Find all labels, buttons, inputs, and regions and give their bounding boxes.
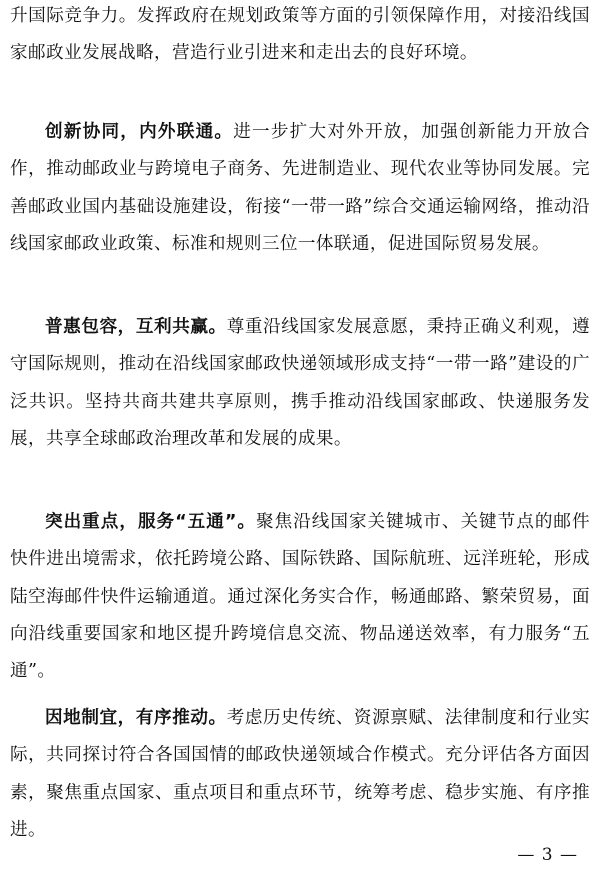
paragraph-local-conditions xyxy=(10,700,590,849)
paragraph-text: 升国际竞争力。发挥政府在规划政策等方面的引领保障作用，对接沿线国家邮政业发展战略，营造行业引进来和走出去的良好环境。 xyxy=(10,6,590,64)
paragraph-text: 进一步扩大对外开放，加强创新能力开放合作，推动邮政业与跨境电子商务、先进制造业、现代农业等协同发展。完善邮政业国内基础设施建设，衔接“一带一路”综合交通运输网络，推动沿线国家邮政业政策、标准和规则三位一体联通，促进国际贸易发展。 xyxy=(10,122,590,254)
paragraph-heading: 创新协同，内外联通。 xyxy=(45,122,234,142)
paragraph-text: 尊重沿线国家发展意愿，秉持正确义利观，遵守国际规则，推动在沿线国家邮政快递领域形成支持“一带一路”建设的广泛共识。坚持共商共建共享原则，携手推动沿线国家邮政、快递服务发展，共享全球邮政治理改革和发展的成果。 xyxy=(10,317,590,449)
paragraph-heading: 因地制宜，有序推动。 xyxy=(45,708,227,728)
paragraph-text: 聚焦沿线国家关键城市、关键节点的邮件快件进出境需求，依托跨境公路、国际铁路、国际航班、远洋班轮，形成陆空海邮件快件运输通道。通过深化务实合作，畅通邮路、繁荣贸易，面向沿线重要国家和地区提升跨境信息交流、物品递送效率，有力服务“五通”。 xyxy=(10,512,590,682)
paragraph-continuation xyxy=(10,0,590,73)
paragraph-innovation-coordination xyxy=(10,114,590,263)
paragraph-inclusive-win-win xyxy=(10,309,590,458)
paragraph-text: 考虑历史传统、资源禀赋、法律制度和行业实际，共同探讨符合各国国情的邮政快递领域合作模式。充分评估各方面因素，聚焦重点国家、重点项目和重点环节，统筹考虑、稳步实施、有序推进。 xyxy=(10,708,590,840)
paragraph-heading: 普惠包容，互利共赢。 xyxy=(45,317,227,337)
paragraph-heading: 突出重点，服务“五通”。 xyxy=(45,512,256,532)
page-number: — 3 — xyxy=(517,845,578,865)
paragraph-key-points xyxy=(10,504,590,690)
